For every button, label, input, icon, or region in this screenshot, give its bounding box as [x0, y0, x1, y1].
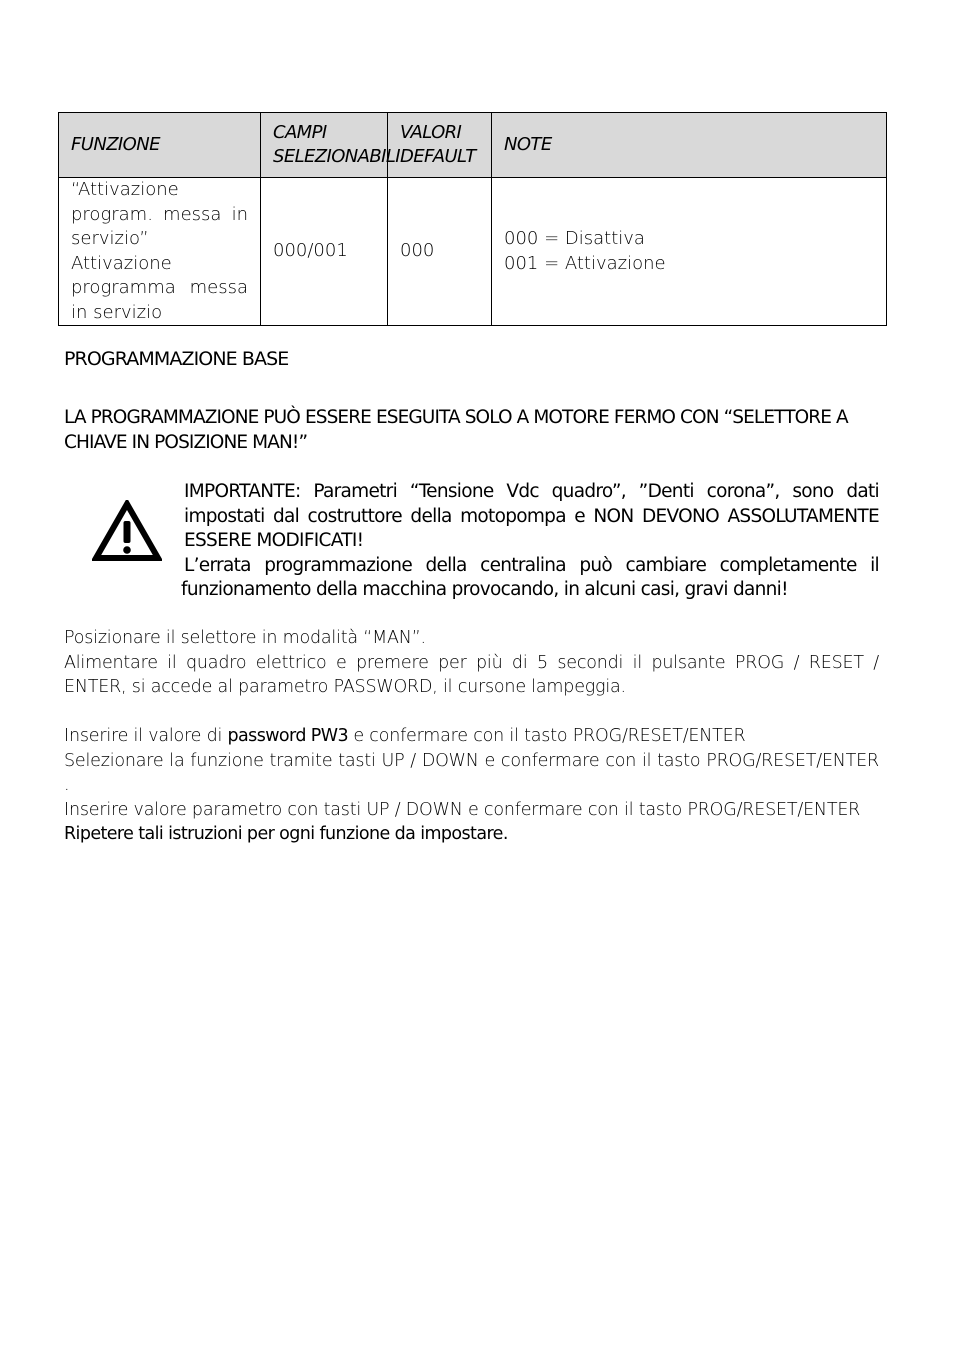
instruction-1: Posizionare il selettore in modalità “MAN”. [64, 628, 426, 648]
cell-note: 000 = Disattiva 001 = Attivazione [492, 178, 887, 326]
section-heading: PROGRAMMAZIONE BASE [64, 348, 289, 370]
header-valori-default: VALORI DEFAULT [388, 113, 492, 178]
cell-campi: 000/001 [261, 178, 388, 326]
important-paragraph-3: funzionamento della macchina provocando, in alcuni casi, gravi danni! [181, 579, 788, 600]
header-note: NOTE [492, 113, 887, 178]
parameter-table [58, 112, 887, 326]
password-pw3: password PW3 [227, 726, 348, 746]
important-notice [181, 480, 879, 603]
header-campi-selezionabili: CAMPI SELEZIONABILI [261, 113, 388, 178]
instructions [64, 626, 879, 847]
table-row [59, 178, 887, 326]
header-funzione: FUNZIONE [59, 113, 261, 178]
instruction-2: Alimentare il quadro elettrico e premere per più di 5 secondi il pulsante PROG / RESET / ENTER, si accede al parametro PASSWORD, il cursone lampeggia. [64, 652, 879, 697]
important-paragraph-1: IMPORTANTE: Parametri “Tensione Vdc quadro”, ”Denti corona”, sono dati impostati dal costruttore della motopompa e NON DEVONO ASSOLUTAMENTE ESSERE MODIFICATI! [184, 481, 879, 551]
instruction-4: Selezionare la funzione tramite tasti UP / DOWN e confermare con il tasto PROG/RESET/ENTER . [64, 750, 879, 795]
instruction-6: Ripetere tali istruzioni per ogni funzione da impostare. [64, 824, 508, 844]
warning-text: LA PROGRAMMAZIONE PUÒ ESSERE ESEGUITA SOLO A MOTORE FERMO CON “SELETTORE A CHIAVE IN POSIZIONE MAN!” [64, 407, 848, 453]
important-paragraph-2: L’errata programmazione della centralina può cambiare completamente il [184, 554, 879, 576]
cell-funzione: “Attivazione program. messa in servizio” Attivazione programma messa in servizio [59, 178, 261, 326]
table-header-row [59, 113, 887, 178]
instruction-5: Inserire valore parametro con tasti UP / DOWN e confermare con il tasto PROG/RESET/ENTER [64, 799, 861, 820]
warning-triangle-icon [92, 500, 162, 562]
instruction-3: Inserire il valore di password PW3 e confermare con il tasto PROG/RESET/ENTER [64, 726, 746, 746]
cell-default: 000 [388, 178, 492, 326]
